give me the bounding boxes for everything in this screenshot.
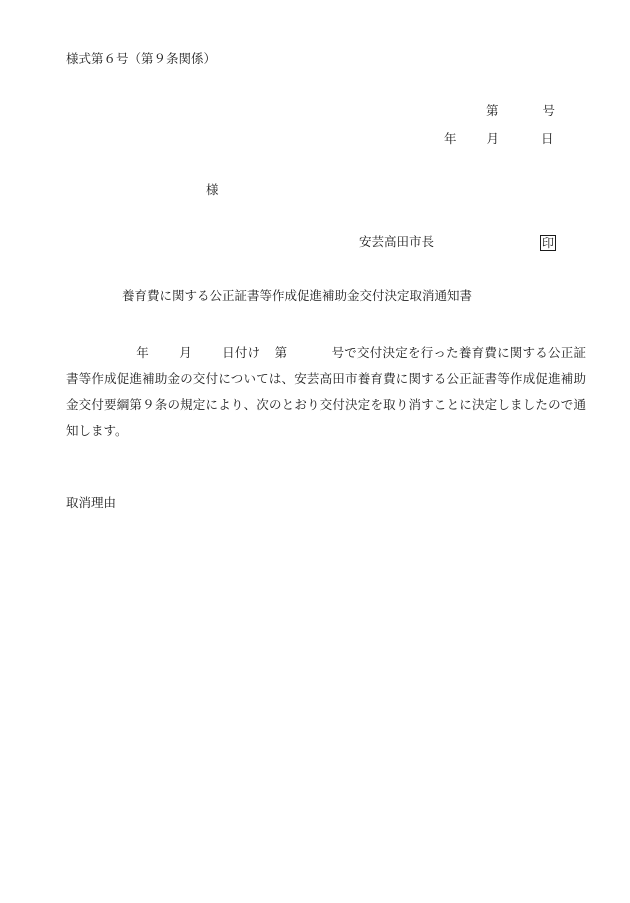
seal-mark: 印 — [542, 236, 555, 250]
notice-body — [66, 340, 586, 444]
body-year: 年 — [136, 345, 149, 360]
body-text: 号で交付決定を行った養育費に関する公正証書等作成促進補助金の交付については、安芸高田市養育費に関する公正証書等作成促進補助金交付要綱第９条の規定により、次のとおり交付決定を取り消すことに決定しましたので通知します。 — [66, 345, 586, 438]
date-month: 月 — [486, 131, 500, 146]
issuer-name: 安芸高田市長 — [359, 234, 435, 249]
date-day: 日 — [541, 131, 554, 146]
document-title: 養育費に関する公正証書等作成促進補助金交付決定取消通知書 — [122, 288, 473, 303]
form-number-label: 様式第６号（第９条関係） — [66, 51, 217, 66]
issue-date — [444, 133, 554, 146]
document-number — [486, 105, 555, 118]
doc-number-suffix: 号 — [542, 103, 556, 118]
doc-number-prefix: 第 — [486, 103, 499, 118]
body-day-dated: 日付け — [221, 345, 261, 360]
body-month: 月 — [178, 345, 192, 360]
body-number-prefix: 第 — [274, 345, 288, 360]
date-year: 年 — [444, 131, 457, 146]
addressee-honorific: 様 — [206, 182, 219, 197]
cancellation-reason-label: 取消理由 — [66, 495, 117, 510]
